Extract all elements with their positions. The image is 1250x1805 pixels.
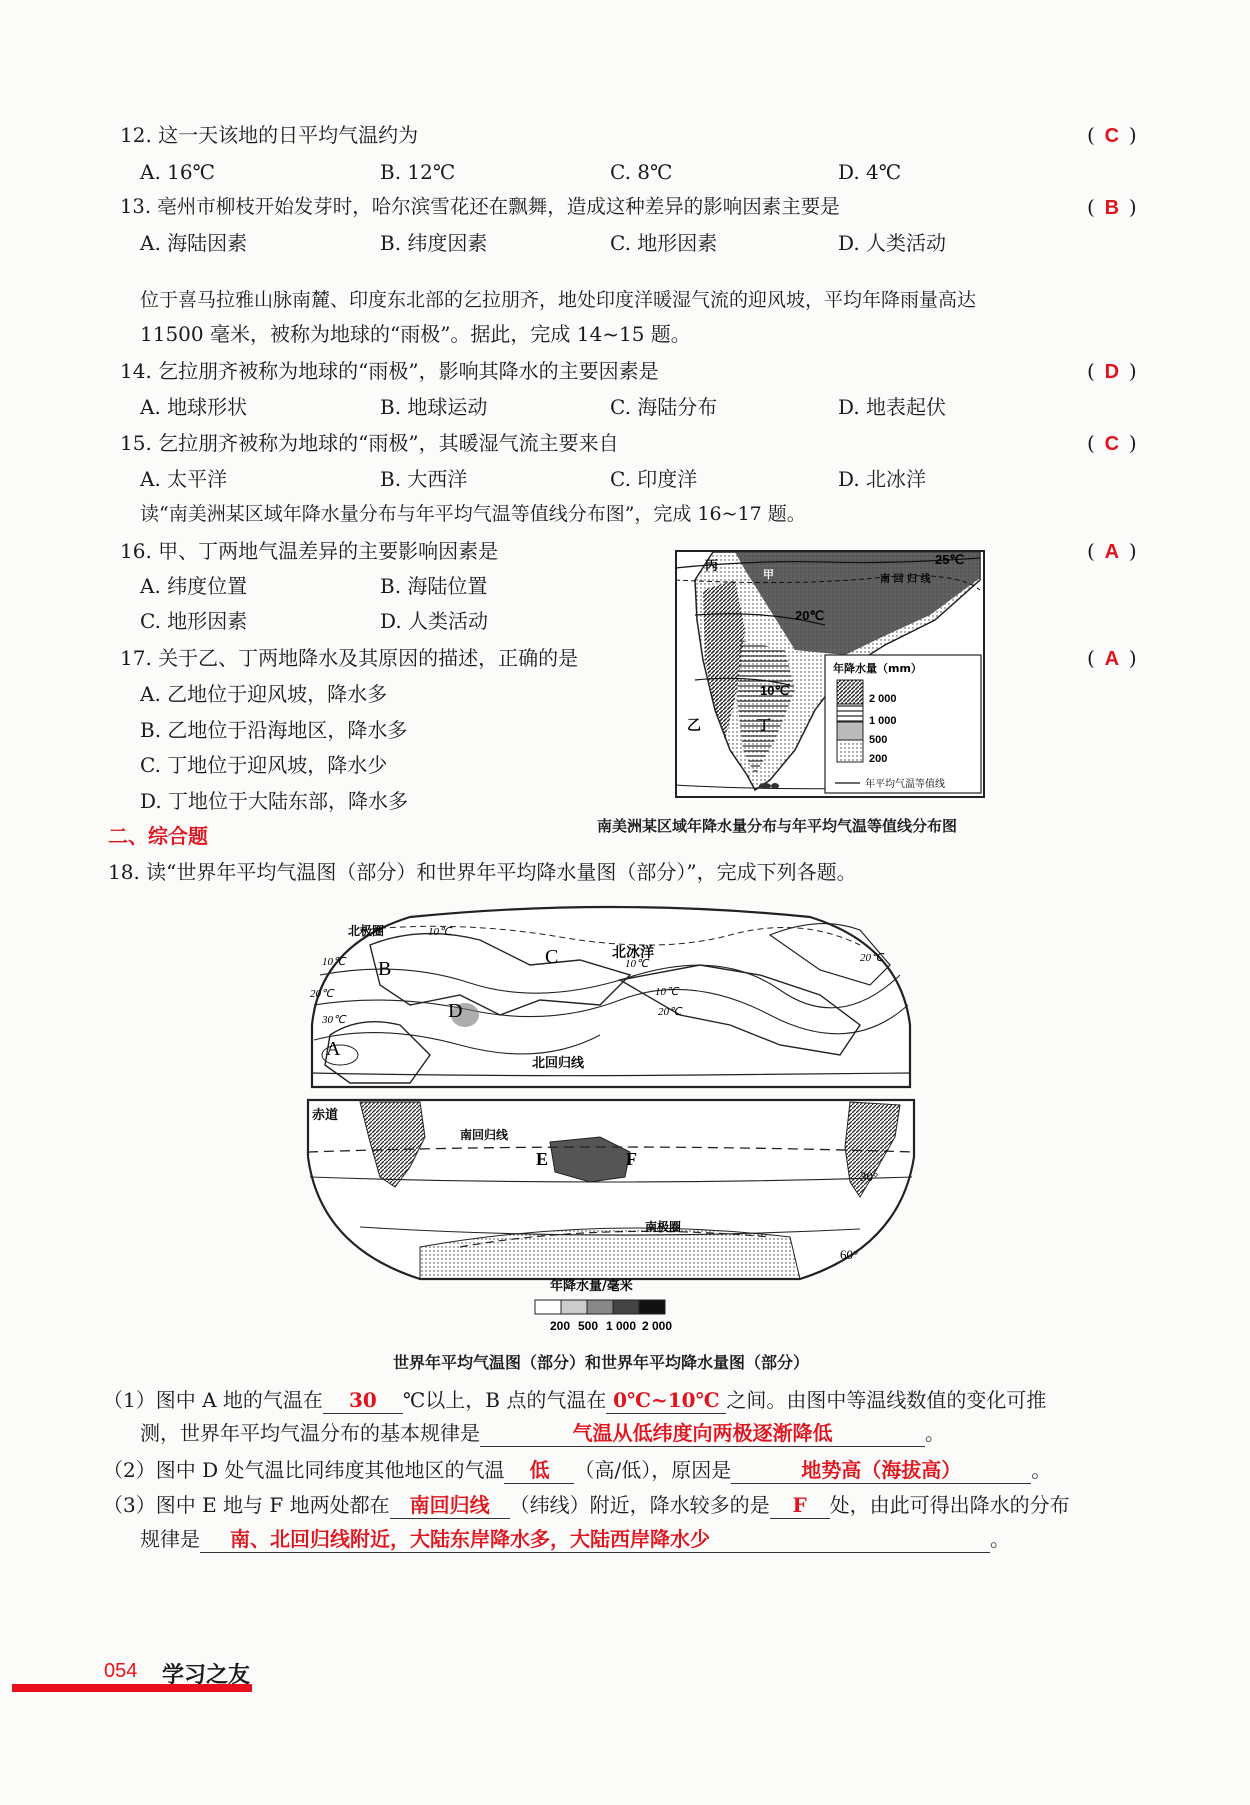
world-legend-title: 年降水量/毫米 [550,1279,633,1294]
sub1-blank1: 30 [323,1387,403,1414]
label-C: C [545,946,559,968]
world-precip-map [300,1097,922,1282]
q16-stem: 16. 甲、丁两地气温差异的主要影响因素是 [120,539,499,563]
label-bing: 丙 [705,559,719,574]
sub2-line: （2）图中 D 处气温比同纬度其他地区的气温 低 （高/低），原因是 地势高（海拔高） 。 [103,1458,1052,1482]
label-20c-b: 20℃ [310,988,334,1000]
legend-2000: 2 000 [869,693,897,705]
label-arctic-circle: 北极圈 [348,924,385,938]
q14-stem: 14. 乞拉朋齐被称为地球的“雨极”，影响其降水的主要因素是 [120,359,659,383]
sub1-line2: 测，世界年平均气温分布的基本规律是 气温从低纬度向两极逐渐降低 。 [140,1421,945,1445]
q16-answer: ( A ) [1087,539,1137,563]
label-antarctic: 南极圈 [645,1220,682,1234]
label-30c: 30℃ [322,1014,346,1026]
sub3-blank1: 南回归线 [390,1492,510,1519]
label-20c-a: 20℃ [860,952,884,964]
q17-option-c: C. 丁地位于迎风坡，降水少 [140,753,388,777]
label-20c: 20℃ [795,608,825,623]
label-tropic-n: 北回归线 [532,1056,585,1071]
q13-option-a: A. 海陆因素 [140,231,248,255]
sub1-blank2: 0℃~10℃ [606,1387,726,1414]
sub3-blank3: 南、北回归线附近，大陆东岸降水多，大陆西岸降水少 [200,1526,990,1553]
q14-option-c: C. 海陆分布 [610,395,718,419]
label-A: A [326,1038,341,1060]
label-equator: 赤道 [312,1108,339,1123]
legend-title: 年降水量（mm） [833,662,922,675]
label-60deg: 60° [840,1247,859,1262]
q13-stem: 13. 亳州市柳枝开始发芽时，哈尔滨雪花还在飘舞，造成这种差异的影响因素主要是 [120,195,840,218]
label-10c-b: 10℃ [322,956,346,968]
legend-500: 500 [869,734,888,746]
passage1-line1: 位于喜马拉雅山脉南麓、印度东北部的乞拉朋齐，地处印度洋暖湿气流的迎风坡，平均年降雨量高达 [140,289,977,311]
label-yi: 乙 [687,718,701,734]
q17-option-d: D. 丁地位于大陆东部，降水多 [140,789,409,813]
q12-option-d: D. 4℃ [838,160,902,184]
sub2-blank2: 地势高（海拔高） [731,1457,1031,1484]
footer-brand: 学习之友 [162,1663,251,1688]
legend-isotherm: 年平均气温等值线 [865,779,945,790]
world-legend-2000: 2 000 [642,1319,673,1333]
label-10c-d: 10℃ [655,986,679,998]
footer [12,1658,252,1692]
world-legend-200: 200 [550,1319,571,1333]
q12-answer: ( C ) [1087,123,1137,147]
passage2: 读“南美洲某区域年降水量分布与年平均气温等值线分布图”，完成 16~17 题。 [140,503,806,525]
q15-answer: ( C ) [1087,431,1137,455]
q13-option-c: C. 地形因素 [610,231,718,255]
q16-option-d: D. 人类活动 [380,609,489,633]
sub1-blank3: 气温从低纬度向两极逐渐降低 [480,1420,925,1447]
q15-option-d: D. 北冰洋 [838,467,927,491]
label-D: D [448,1000,463,1022]
legend-1000: 1 000 [869,715,897,727]
q17-stem: 17. 关于乙、丁两地降水及其原因的描述，正确的是 [120,646,579,670]
label-E: E [536,1149,549,1169]
world-map-caption: 世界年平均气温图（部分）和世界年平均降水量图（部分） [393,1353,810,1372]
q16-option-a: A. 纬度位置 [140,574,248,598]
passage1-line2: 11500 毫米，被称为地球的“雨极”。据此，完成 14~15 题。 [140,322,691,346]
q16-option-c: C. 地形因素 [140,609,248,633]
q14-option-d: D. 地表起伏 [838,395,947,419]
sub3-blank2: F [770,1492,830,1519]
sa-map-caption: 南美洲某区域年降水量分布与年平均气温等值线分布图 [597,817,958,835]
south-america-precip-map [675,550,985,798]
label-arctic-ocean: 北冰洋 [612,945,654,961]
q12-option-b: B. 12℃ [380,160,456,184]
q18-stem: 18. 读“世界年平均气温图（部分）和世界年平均降水量图（部分）”，完成下列各题。 [108,860,857,884]
q17-option-a: A. 乙地位于迎风坡，降水多 [140,682,388,706]
sub3-line1: （3）图中 E 地与 F 地两处都在 南回归线 （纬线）附近，降水较多的是 F 处，由此可得出降水的分布 [103,1493,1070,1517]
label-B: B [378,958,392,980]
q12-option-a: A. 16℃ [140,160,215,184]
q13-answer: ( B ) [1087,195,1137,219]
q17-option-b: B. 乙地位于沿海地区，降水多 [140,718,408,742]
label-10c: 10℃ [760,683,790,698]
q12-stem: 12. 这一天该地的日平均气温约为 [120,123,419,147]
sub2-blank1: 低 [504,1457,574,1484]
q16-option-b: B. 海陆位置 [380,574,488,598]
sub3-line2: 规律是 南、北回归线附近，大陆东岸降水多，大陆西岸降水少 。 [140,1527,1010,1551]
q17-answer: ( A ) [1087,646,1137,670]
label-10c-c: 10℃ [625,958,649,970]
label-tropic-s: 南回归线 [460,1128,509,1142]
label-ding: 丁 [757,718,771,734]
label-30deg: 30° [860,1169,879,1184]
q15-option-a: A. 太平洋 [140,467,228,491]
label-10c-a: 10℃ [428,926,452,938]
sub1-line1: （1）图中 A 地的气温在 30 ℃以上，B 点的气温在 0℃~10℃ 之间。由图中等温线数值的变化可推 [103,1388,1047,1412]
q14-option-a: A. 地球形状 [140,395,248,419]
label-F: F [626,1149,637,1169]
legend-200: 200 [869,753,888,765]
label-jia: 甲 [763,568,774,581]
world-legend-1000: 1 000 [606,1319,637,1333]
label-20c-c: 20℃ [658,1006,682,1018]
q14-answer: ( D ) [1087,359,1137,383]
label-tropic-s: 南 回 归 线 [880,574,931,585]
q15-option-c: C. 印度洋 [610,467,698,491]
q12-option-c: C. 8℃ [610,160,673,184]
world-legend-500: 500 [578,1319,599,1333]
label-25c: 25℃ [935,552,965,567]
footer-page-number: 054 [104,1660,138,1682]
q14-option-b: B. 地球运动 [380,395,488,419]
q13-option-b: B. 纬度因素 [380,231,488,255]
q15-option-b: B. 大西洋 [380,467,468,491]
world-precip-legend [530,1278,700,1336]
section-title: 二、综合题 [108,824,208,848]
q13-option-d: D. 人类活动 [838,231,947,255]
q15-stem: 15. 乞拉朋齐被称为地球的“雨极”，其暖湿气流主要来自 [120,431,619,455]
world-temp-map [300,905,922,1090]
